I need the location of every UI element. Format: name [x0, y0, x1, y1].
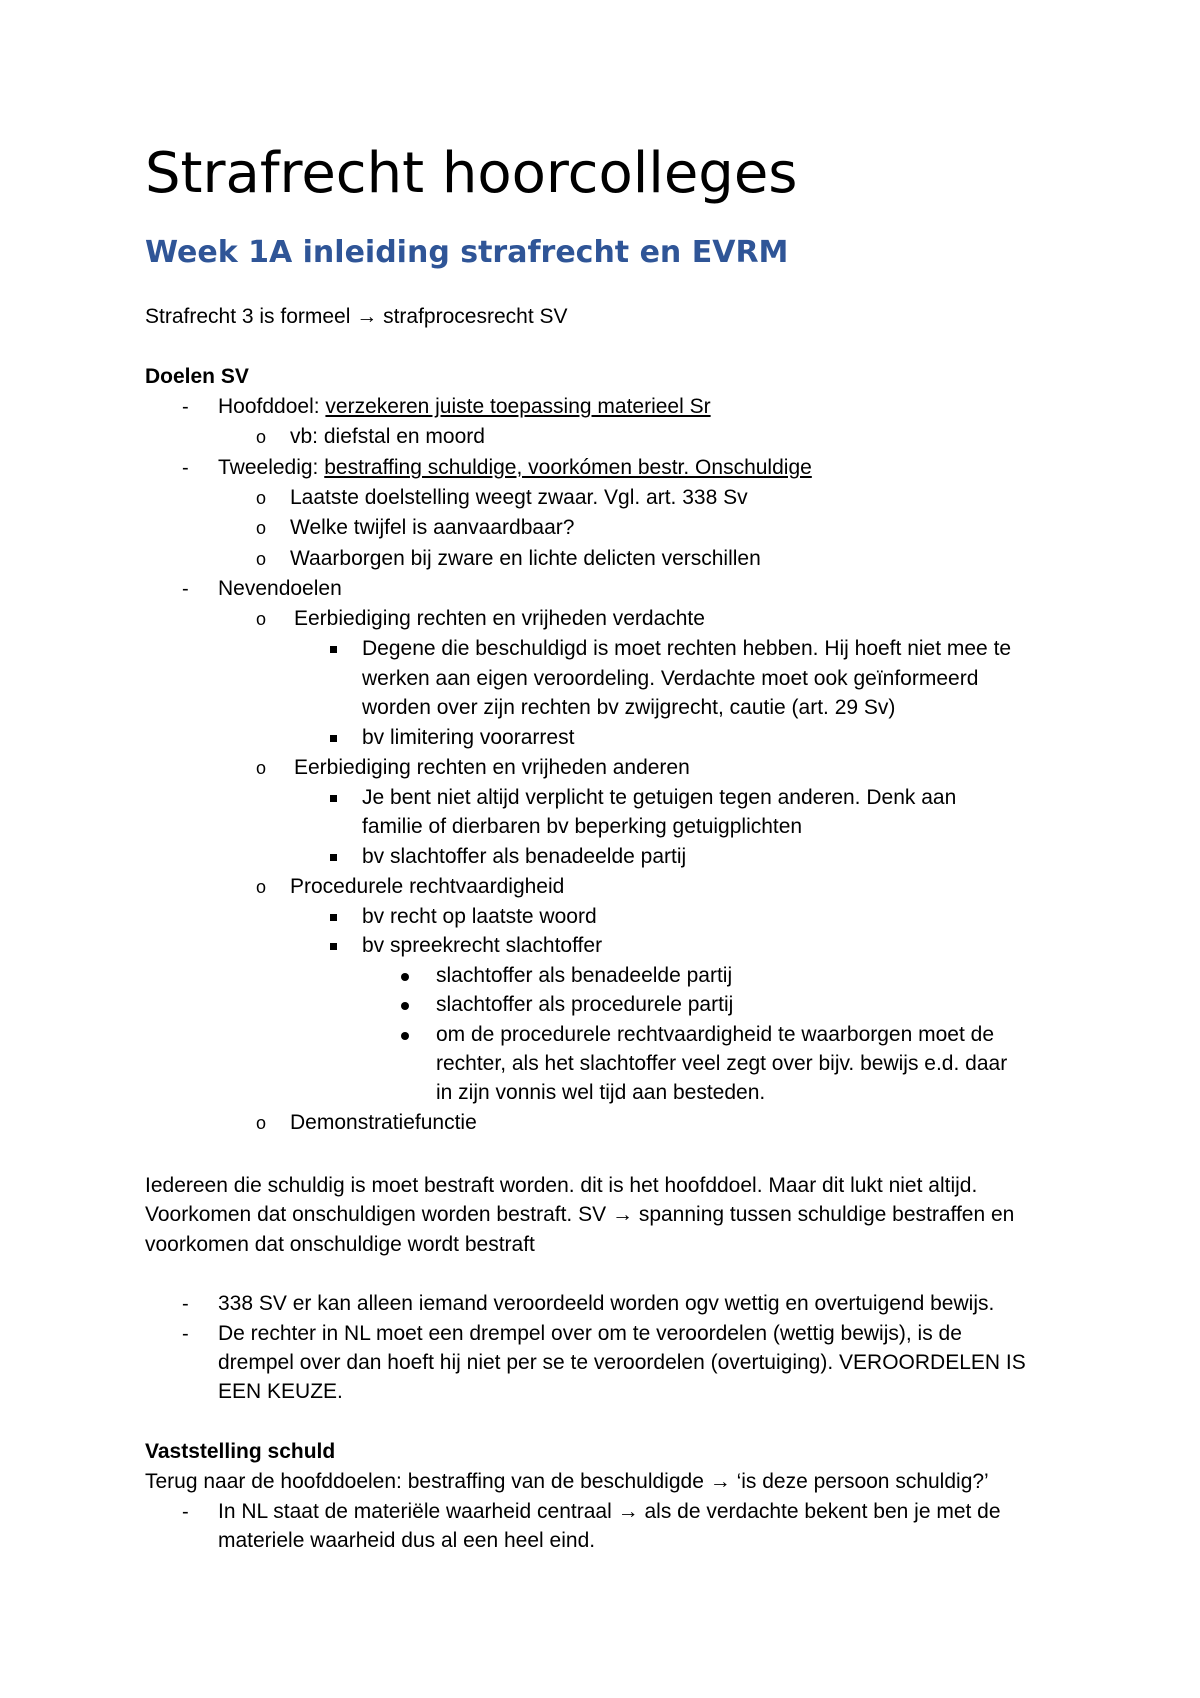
list-item-line: De rechter in NL moet een drempel over om te veroordelen (wettig bewijs), is de [218, 1322, 962, 1345]
circle-bullet: o [256, 518, 267, 538]
list-item: bv recht op laatste woord [362, 905, 597, 928]
list-item-line: drempel over dan hoeft hij niet per se te veroordelen (overtuiging). VEROORDELEN IS [218, 1351, 1026, 1374]
square-bullet [330, 914, 337, 921]
paragraph-line: Terug naar de hoofddoelen: bestraffing van de beschuldigde → ‘is deze persoon schuldig?’ [145, 1470, 989, 1493]
square-bullet [330, 646, 337, 653]
paragraph-line: Voorkomen dat onschuldigen worden bestraft. SV → spanning tussen schuldige bestraffen en [145, 1203, 1015, 1226]
list-item: bv slachtoffer als benadeelde partij [362, 845, 687, 868]
list-item: Eerbiediging rechten en vrijheden verdachte [294, 607, 705, 630]
circle-bullet: o [256, 427, 267, 447]
arrow-icon: → [617, 1500, 639, 1523]
circle-bullet: o [256, 758, 267, 778]
list-item-line: in zijn vonnis wel tijd aan besteden. [436, 1081, 766, 1104]
list-item: slachtoffer als benadeelde partij [436, 964, 733, 987]
arrow-icon: → [356, 305, 378, 328]
list-item: Welke twijfel is aanvaardbaar? [290, 516, 575, 539]
list-item: Procedurele rechtvaardigheid [290, 875, 565, 898]
dash-bullet: - [182, 1501, 189, 1523]
list-item-line: familie of dierbaren bv beperking getuigplichten [362, 815, 803, 838]
list-item: bv spreekrecht slachtoffer [362, 934, 603, 957]
section-heading-week-1a: Week 1A inleiding strafrecht en EVRM [145, 235, 789, 270]
list-item: Laatste doelstelling weegt zwaar. Vgl. art. 338 Sv [290, 486, 748, 509]
square-bullet [330, 795, 337, 802]
list-item-line: Degene die beschuldigd is moet rechten hebben. Hij hoeft niet mee te [362, 637, 1012, 660]
dash-bullet: - [182, 578, 189, 600]
circle-bullet: o [256, 877, 267, 897]
circle-bullet: o [256, 609, 267, 629]
list-item: slachtoffer als procedurele partij [436, 993, 734, 1016]
list-item-line: materiele waarheid dus al een heel eind. [218, 1529, 596, 1552]
list-item-line: Je bent niet altijd verplicht te getuigen tegen anderen. Denk aan [362, 786, 957, 809]
list-item: Demonstratiefunctie [290, 1111, 477, 1134]
list-item-line: rechter, als het slachtoffer veel zegt over bijv. bewijs e.d. daar [436, 1052, 1008, 1075]
round-bullet [401, 973, 409, 981]
dash-bullet: - [182, 457, 189, 479]
list-item-tweeledig: Tweeledig: bestraffing schuldige, voorkómen bestr. Onschuldige [218, 456, 812, 479]
list-item: Waarborgen bij zware en lichte delicten verschillen [290, 547, 761, 570]
round-bullet [401, 1002, 409, 1010]
list-item-line: worden over zijn rechten bv zwijgrecht, cautie (art. 29 Sv) [362, 696, 896, 719]
list-item: 338 SV er kan alleen iemand veroordeeld worden ogv wettig en overtuigend bewijs. [218, 1292, 995, 1315]
paragraph-line: Iedereen die schuldig is moet bestraft worden. dit is het hoofddoel. Maar dit lukt niet altijd. [145, 1174, 978, 1197]
intro-line: Strafrecht 3 is formeel → strafprocesrecht SV [145, 305, 568, 328]
dash-bullet: - [182, 396, 189, 418]
circle-bullet: o [256, 549, 267, 569]
arrow-icon: → [709, 1470, 731, 1493]
list-item-line: werken aan eigen veroordeling. Verdachte moet ook geïnformeerd [362, 667, 979, 690]
list-item-hoofddoel: Hoofddoel: verzekeren juiste toepassing materieel Sr [218, 395, 711, 418]
square-bullet [330, 854, 337, 861]
list-item: Eerbiediging rechten en vrijheden anderen [294, 756, 690, 779]
list-item-line: om de procedurele rechtvaardigheid te waarborgen moet de [436, 1023, 995, 1046]
dash-bullet: - [182, 1323, 189, 1345]
list-item: vb: diefstal en moord [290, 425, 485, 448]
dash-bullet: - [182, 1293, 189, 1315]
square-bullet [330, 735, 337, 742]
list-item-nevendoelen: Nevendoelen [218, 577, 342, 600]
square-bullet [330, 943, 337, 950]
circle-bullet: o [256, 1113, 267, 1133]
list-item-line: EEN KEUZE. [218, 1380, 343, 1403]
list-item: bv limitering voorarrest [362, 726, 575, 749]
round-bullet [401, 1032, 409, 1040]
list-item-line: In NL staat de materiële waarheid centraal → als de verdachte bekent ben je met de [218, 1500, 1001, 1523]
heading-doelen-sv: Doelen SV [145, 365, 249, 388]
heading-vaststelling-schuld: Vaststelling schuld [145, 1440, 336, 1463]
document-title: Strafrecht hoorcolleges [145, 141, 798, 206]
paragraph-line: voorkomen dat onschuldige wordt bestraft [145, 1233, 535, 1256]
arrow-icon: → [611, 1203, 633, 1226]
circle-bullet: o [256, 488, 267, 508]
